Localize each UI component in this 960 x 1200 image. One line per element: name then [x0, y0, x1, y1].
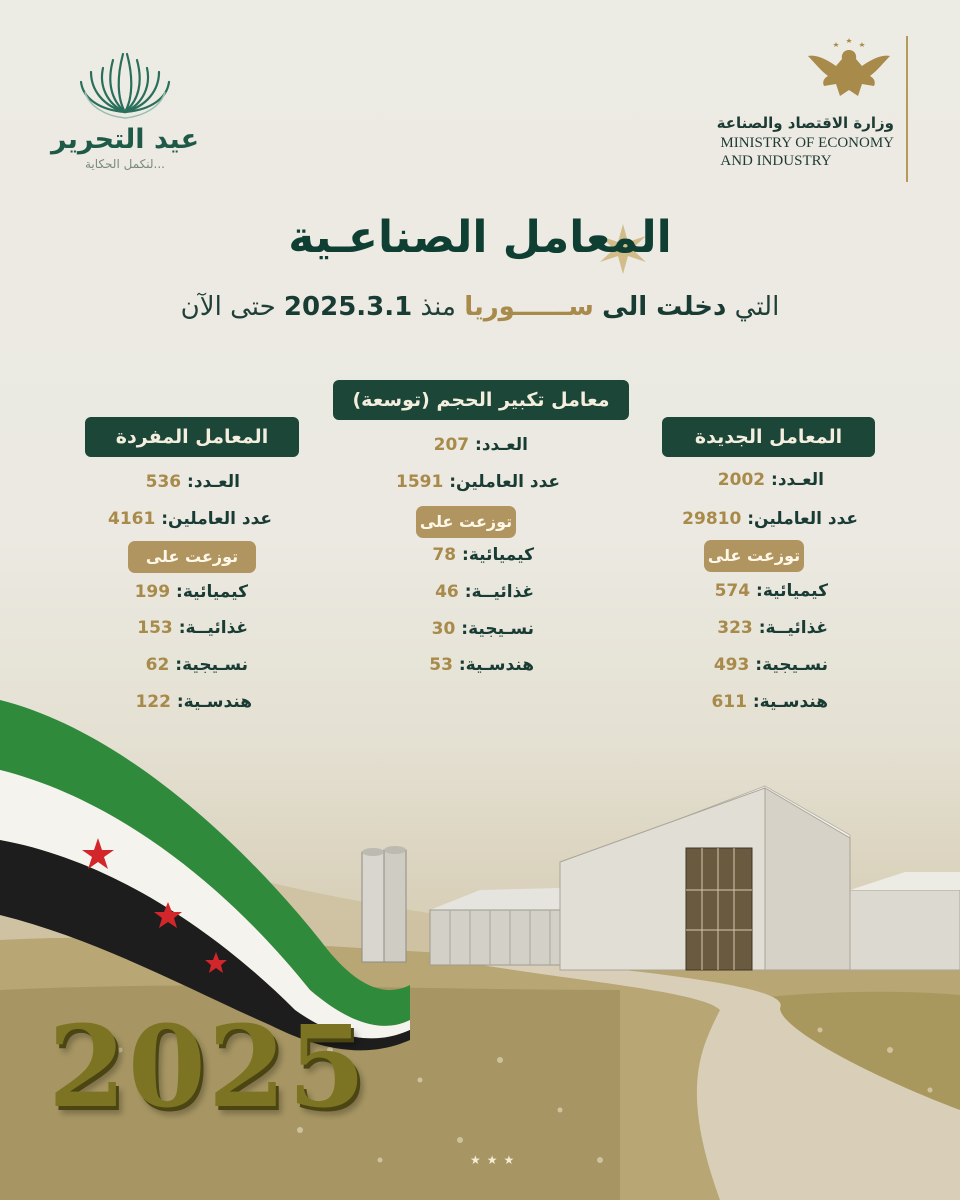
- subtitle-part2: دخلت الى: [602, 292, 727, 322]
- subtitle-part1: التي: [734, 292, 780, 322]
- eid-logo-title: عيد التحرير: [50, 124, 200, 155]
- individual-header: المعامل المفردة: [85, 417, 299, 457]
- ministry-name-ar: وزارة الاقتصاد والصناعة: [716, 114, 894, 132]
- count-value: 536: [145, 472, 182, 492]
- individual-textile: [146, 655, 248, 675]
- sunburst-logo-icon: [77, 42, 173, 122]
- subtitle-part4: منذ: [420, 292, 456, 322]
- category-label: هندسـية:: [752, 692, 828, 712]
- expansion-workers: [396, 472, 560, 492]
- main-title: [0, 212, 960, 263]
- eagle-emblem-icon: [806, 36, 892, 102]
- category-value: 493: [713, 655, 750, 675]
- expansion-textile: [432, 619, 534, 639]
- subtitle-date: 2025.3.1: [283, 292, 413, 322]
- category-label: غذائيــة:: [758, 618, 828, 638]
- expansion-distributed: توزعت على: [416, 506, 516, 538]
- subtitle-syria: ســــــوريا: [464, 292, 594, 322]
- eid-tahrir-logo: [50, 42, 200, 182]
- category-value: 611: [711, 692, 747, 712]
- category-label: نسـيجية:: [461, 619, 534, 639]
- new-factories-header: المعامل الجديدة: [662, 417, 875, 457]
- individual-count: [146, 472, 240, 492]
- new-factories-workers: [682, 509, 858, 529]
- category-label: هندسـية:: [176, 692, 252, 712]
- workers-label: عدد العاملين:: [747, 509, 858, 529]
- individual-workers: [108, 509, 272, 529]
- workers-label: عدد العاملين:: [449, 472, 560, 492]
- workers-value: 29810: [682, 509, 742, 529]
- workers-value: 4161: [107, 509, 156, 529]
- new-factories-food: [717, 618, 828, 638]
- count-value: 2002: [717, 470, 766, 490]
- category-value: 62: [145, 655, 170, 675]
- ministry-name-en-line1: MINISTRY OF ECONOMY: [720, 135, 894, 151]
- category-label: نسـيجية:: [175, 655, 248, 675]
- new-factories-textile: [714, 655, 828, 675]
- expansion-count: [434, 435, 528, 455]
- main-title-text: المعامل الصناعـية: [288, 212, 672, 263]
- category-label: غذائيــة:: [178, 618, 248, 638]
- category-value: 122: [135, 692, 171, 712]
- category-label: كيميائية:: [176, 582, 248, 602]
- category-value: 199: [134, 582, 171, 602]
- category-value: 323: [717, 618, 753, 638]
- category-label: هندسـية:: [458, 655, 534, 675]
- expansion-chemical: [432, 545, 534, 565]
- ministry-logo: [608, 36, 908, 182]
- category-value: 78: [432, 545, 457, 565]
- category-label: غذائيــة:: [464, 582, 534, 602]
- year-2025-3d-text: 2025: [48, 1002, 368, 1133]
- new-factories-count: [718, 470, 824, 490]
- count-label: العـدد:: [187, 472, 240, 492]
- count-value: 207: [433, 435, 470, 455]
- new-factories-distributed: توزعت على: [704, 540, 804, 572]
- category-value: 574: [714, 581, 751, 601]
- ministry-name-en: [720, 134, 894, 170]
- workers-value: 1591: [395, 472, 444, 492]
- expansion-food: [435, 582, 534, 602]
- new-factories-chemical: [715, 581, 828, 601]
- expansion-engineering: [429, 655, 534, 675]
- workers-label: عدد العاملين:: [161, 509, 272, 529]
- category-label: كيميائية:: [756, 581, 828, 601]
- subtitle: [0, 292, 960, 322]
- individual-distributed: توزعت على: [128, 541, 256, 573]
- eid-logo-subtitle: لنكمل الحكاية...: [85, 157, 165, 171]
- category-label: نسـيجية:: [755, 655, 828, 675]
- category-value: 153: [137, 618, 173, 638]
- individual-food: [137, 618, 248, 638]
- main-factory-building-icon: [560, 786, 960, 970]
- ministry-name-en-line2: AND INDUSTRY: [720, 153, 832, 169]
- category-value: 53: [429, 655, 453, 675]
- count-label: العـدد:: [475, 435, 528, 455]
- individual-chemical: [135, 582, 248, 602]
- silo-icon: [362, 846, 406, 962]
- count-label: العـدد:: [771, 470, 824, 490]
- category-label: كيميائية:: [462, 545, 534, 565]
- bottom-stars-decoration: ★★★: [470, 1153, 521, 1167]
- category-value: 46: [435, 582, 459, 602]
- subtitle-part5: حتى الآن: [180, 292, 276, 322]
- category-value: 30: [431, 619, 456, 639]
- expansion-header: معامل تكبير الحجم (توسعة): [333, 380, 629, 420]
